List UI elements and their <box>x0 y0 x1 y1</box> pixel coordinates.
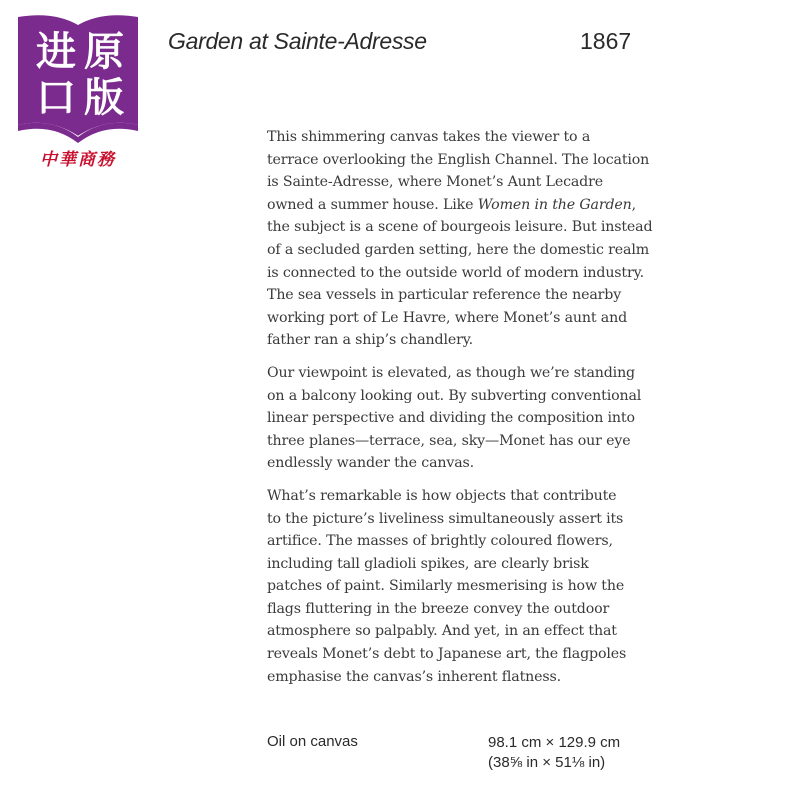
text-line: patches of paint. Similarly mesmerising is how the <box>267 578 625 595</box>
text-line: the subject is a scene of bourgeois leisure. But instead <box>267 219 653 236</box>
text-line: working port of Le Havre, where Monet’s aunt and <box>267 309 628 326</box>
dimensions-imperial: (38⅝ in × 51⅛ in) <box>488 754 606 771</box>
text-line: on a balcony looking out. By subverting conventional <box>267 387 642 404</box>
text-line: three planes—terrace, sea, sky—Monet has our eye <box>267 432 631 449</box>
text-line: including tall gladioli spikes, are clearly brisk <box>267 555 589 572</box>
description-text <box>267 126 653 698</box>
artwork-dimensions <box>488 733 620 773</box>
publisher-logo <box>14 13 142 169</box>
text-line: linear perspective and dividing the composition into <box>267 410 635 427</box>
paragraph <box>267 362 645 475</box>
text-line: is Sainte-Adresse, where Monet’s Aunt Lecadre <box>267 174 603 191</box>
text-line: reveals Monet’s debt to Japanese art, the flagpoles <box>267 646 627 663</box>
logo-glyph: 进 <box>36 29 76 75</box>
painting-reference: Women in the Garden <box>477 196 632 213</box>
text-line: to the picture’s liveliness simultaneously assert its <box>267 510 624 527</box>
text-line: What’s remarkable is how objects that contribute <box>267 487 617 504</box>
text-line <box>267 194 645 217</box>
text-line: emphasise the canvas’s inherent flatness. <box>267 668 562 685</box>
artwork-title: Garden at Sainte-Adresse <box>168 28 427 54</box>
text-line: artifice. The masses of brightly coloured flowers, <box>267 533 613 550</box>
artwork-medium: Oil on canvas <box>267 733 358 750</box>
logo-brand-text: 中華商務 <box>40 150 116 170</box>
text-line: is connected to the outside world of modern industry. <box>267 264 644 281</box>
logo-glyph: 口 <box>36 75 76 121</box>
artwork-year: 1867 <box>580 28 632 54</box>
text-line: endlessly wander the canvas. <box>267 455 475 472</box>
text-run: , <box>631 196 637 213</box>
text-line: of a secluded garden setting, here the domestic realm <box>267 241 650 258</box>
text-line: flags fluttering in the breeze convey the outdoor <box>267 600 610 617</box>
text-line: atmosphere so palpably. And yet, in an effect that <box>267 623 617 640</box>
text-run: owned a summer house. Like <box>267 196 478 213</box>
text-line: terrace overlooking the English Channel. The location <box>267 151 650 168</box>
paragraph <box>267 485 645 688</box>
text-line: This shimmering canvas takes the viewer to a <box>267 129 591 145</box>
text-line: father ran a ship’s chandlery. <box>267 332 474 349</box>
dimensions-metric: 98.1 cm × 129.9 cm <box>488 734 621 751</box>
text-line: Our viewpoint is elevated, as though we’re standing <box>267 364 635 381</box>
logo-glyph: 版 <box>84 75 124 121</box>
logo-glyph: 原 <box>84 29 124 75</box>
text-line: The sea vessels in particular reference the nearby <box>267 287 622 304</box>
paragraph <box>267 126 653 352</box>
